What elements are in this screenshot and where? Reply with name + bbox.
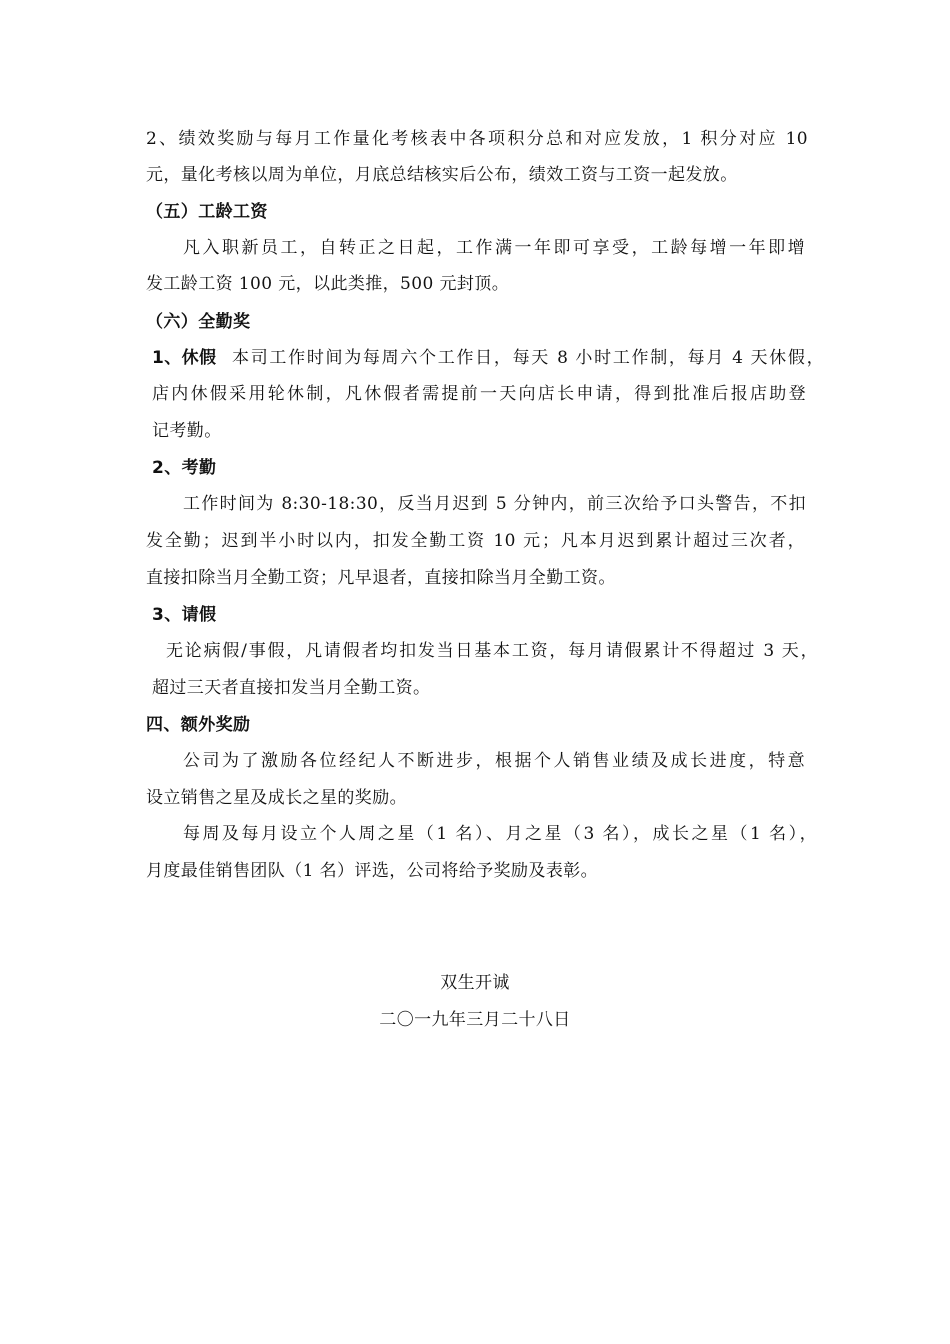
absence-line1: 无论病假/事假，凡请假者均扣发当日基本工资，每月请假累计不得超过 3 天， [166, 641, 818, 661]
seniority-heading: （五）工龄工资 [146, 202, 268, 222]
checkin-line1: 工作时间为 8:30-18:30，反当月迟到 5 分钟内，前三次给予口头警告，不扣 [183, 494, 806, 514]
leave-line2: 店内休假采用轮休制，凡休假者需提前一天向店长申请，得到批准后报店助登 [152, 384, 806, 404]
bonus-point2-line2: 元，量化考核以周为单位，月底总结核实后公布，绩效工资与工资一起发放。 [146, 165, 738, 185]
leave-line3: 记考勤。 [152, 421, 222, 441]
attendance-heading: （六）全勤奖 [146, 312, 251, 332]
absence-heading: 3、请假 [152, 605, 217, 625]
extra-rewards-heading: 四、额外奖励 [146, 715, 251, 735]
signature-company: 双生开诚 [440, 973, 510, 993]
seniority-line1: 凡入职新员工，自转正之日起，工作满一年即可享受，工龄每增一年即增 [183, 238, 805, 258]
extra-rewards-para2-line2: 月度最佳销售团队（1 名）评选，公司将给予奖励及表彰。 [146, 861, 599, 881]
extra-rewards-para2-line1: 每周及每月设立个人周之星（1 名）、月之星（3 名），成长之星（1 名）， [183, 824, 817, 844]
leave-line1: 本司工作时间为每周六个工作日，每天 8 小时工作制，每月 4 天休假， [232, 348, 824, 368]
checkin-heading: 2、考勤 [152, 458, 217, 478]
signature-date: 二〇一九年三月二十八日 [379, 1010, 571, 1030]
leave-label: 1、休假 [152, 348, 217, 368]
bonus-point2-line1: 2、绩效奖励与每月工作量化考核表中各项积分总和对应发放，1 积分对应 10 [146, 129, 808, 149]
checkin-line2: 发全勤；迟到半小时以内，扣发全勤工资 10 元；凡本月迟到累计超过三次者， [146, 531, 805, 551]
absence-line2: 超过三天者直接扣发当月全勤工资。 [152, 678, 431, 698]
checkin-line3: 直接扣除当月全勤工资；凡早退者，直接扣除当月全勤工资。 [146, 568, 616, 588]
extra-rewards-para1-line2: 设立销售之星及成长之星的奖励。 [146, 788, 407, 808]
seniority-line2: 发工龄工资 100 元，以此类推，500 元封顶。 [146, 274, 510, 294]
extra-rewards-para1-line1: 公司为了激励各位经纪人不断进步，根据个人销售业绩及成长进度，特意 [183, 751, 805, 771]
